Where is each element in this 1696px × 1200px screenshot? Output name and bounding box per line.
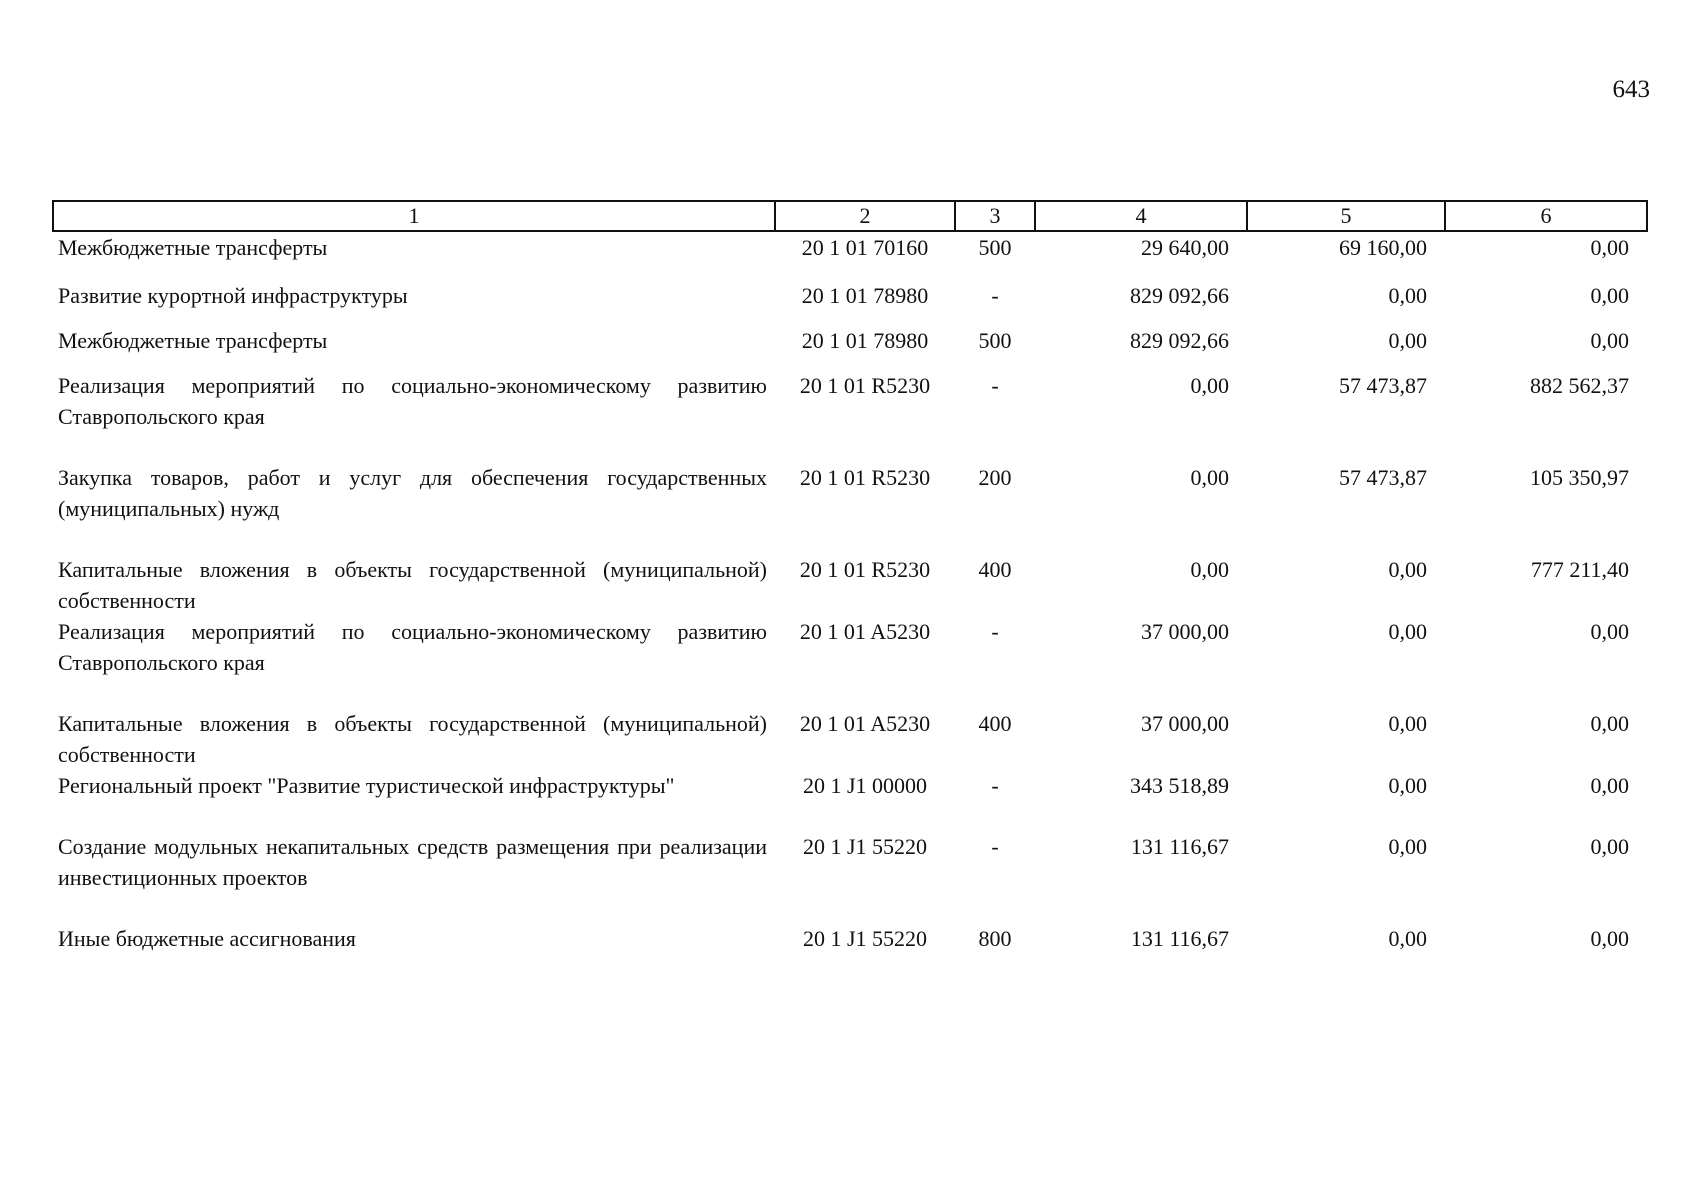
row-code: 20 1 J1 00000: [802, 773, 928, 798]
row-amount-col4: 0,00: [1190, 373, 1229, 398]
table-row: [53, 554, 1647, 616]
row-expense-type: 400: [978, 557, 1012, 582]
table-row: [53, 923, 1647, 954]
row-amount-col5: 0,00: [1388, 926, 1427, 951]
row-expense-type: -: [991, 283, 999, 308]
row-amount-col4: 829 092,66: [1130, 283, 1229, 308]
row-amount-col6: 0,00: [1590, 619, 1629, 644]
row-code: 20 1 01 R5230: [799, 557, 931, 582]
table-row: [53, 831, 1647, 923]
row-amount-col4: 131 116,67: [1130, 834, 1229, 859]
row-name: Реализация мероприятий по социально-экономическому развитию Ставропольского края: [58, 619, 767, 675]
row-expense-type: -: [991, 834, 999, 859]
table-row: [53, 462, 1647, 554]
row-amount-col6: 0,00: [1590, 773, 1629, 798]
row-name: Региональный проект "Развитие туристической инфраструктуры": [58, 773, 675, 798]
row-name: Создание модульных некапитальных средств размещения при реализации инвестиционных проектов: [58, 834, 767, 890]
header-cell-4: 4: [1035, 201, 1247, 231]
row-amount-col4: 29 640,00: [1141, 235, 1229, 260]
row-amount-col6: 0,00: [1590, 328, 1629, 353]
header-row: [53, 201, 1647, 231]
budget-table: [52, 200, 1648, 954]
row-amount-col6: 777 211,40: [1530, 557, 1629, 582]
row-amount-col5: 0,00: [1388, 557, 1427, 582]
row-code: 20 1 01 R5230: [799, 373, 931, 398]
header-cell-2: 2: [775, 201, 955, 231]
row-expense-type: -: [991, 619, 999, 644]
row-amount-col6: 0,00: [1590, 926, 1629, 951]
row-amount-col6: 0,00: [1590, 834, 1629, 859]
row-code: 20 1 J1 55220: [802, 834, 928, 859]
row-name: Межбюджетные трансферты: [58, 328, 328, 353]
row-name: Межбюджетные трансферты: [58, 235, 328, 260]
row-amount-col4: 37 000,00: [1141, 711, 1229, 736]
row-name: Иные бюджетные ассигнования: [58, 926, 356, 951]
row-name: Капитальные вложения в объекты государственной (муниципальной) собственности: [58, 557, 767, 613]
row-amount-col4: 0,00: [1190, 465, 1229, 490]
page-number: 643: [1612, 76, 1650, 103]
row-amount-col4: 343 518,89: [1130, 773, 1229, 798]
table-row: [53, 370, 1647, 462]
row-amount-col5: 0,00: [1388, 328, 1427, 353]
row-amount-col5: 57 473,87: [1339, 373, 1427, 398]
row-expense-type: 500: [978, 328, 1012, 353]
row-amount-col5: 0,00: [1388, 711, 1427, 736]
header-cell-6: 6: [1445, 201, 1647, 231]
row-expense-type: -: [991, 373, 999, 398]
row-amount-col5: 0,00: [1388, 619, 1427, 644]
table-row: [53, 708, 1647, 770]
row-amount-col5: 0,00: [1388, 834, 1427, 859]
row-name: Закупка товаров, работ и услуг для обеспечения государственных (муниципальных) нужд: [58, 465, 767, 521]
row-name: Развитие курортной инфраструктуры: [58, 283, 408, 308]
row-amount-col4: 0,00: [1190, 557, 1229, 582]
table-row: [53, 231, 1647, 280]
row-code: 20 1 01 70160: [801, 235, 929, 260]
table-row: [53, 325, 1647, 370]
row-name: Реализация мероприятий по социально-экономическому развитию Ставропольского края: [58, 373, 767, 429]
row-code: 20 1 J1 55220: [802, 926, 928, 951]
row-amount-col4: 37 000,00: [1141, 619, 1229, 644]
row-expense-type: 400: [978, 711, 1012, 736]
row-amount-col4: 829 092,66: [1130, 328, 1229, 353]
table-row: [53, 280, 1647, 325]
row-name: Капитальные вложения в объекты государственной (муниципальной) собственности: [58, 711, 767, 767]
row-amount-col6: 0,00: [1590, 711, 1629, 736]
row-expense-type: 800: [978, 926, 1012, 951]
row-amount-col6: 0,00: [1590, 235, 1629, 260]
row-code: 20 1 01 78980: [801, 328, 929, 353]
row-amount-col6: 105 350,97: [1530, 465, 1629, 490]
row-code: 20 1 01 A5230: [799, 711, 931, 736]
header-cell-3: 3: [955, 201, 1035, 231]
table-row: [53, 616, 1647, 708]
row-code: 20 1 01 78980: [801, 283, 929, 308]
table-row: [53, 770, 1647, 831]
row-code: 20 1 01 A5230: [799, 619, 931, 644]
row-amount-col6: 0,00: [1590, 283, 1629, 308]
row-amount-col6: 882 562,37: [1530, 373, 1629, 398]
row-expense-type: 200: [978, 465, 1012, 490]
header-cell-5: 5: [1247, 201, 1445, 231]
row-amount-col5: 69 160,00: [1339, 235, 1427, 260]
row-expense-type: -: [991, 773, 999, 798]
row-amount-col5: 0,00: [1388, 283, 1427, 308]
row-amount-col5: 0,00: [1388, 773, 1427, 798]
row-expense-type: 500: [978, 235, 1012, 260]
row-amount-col4: 131 116,67: [1130, 926, 1229, 951]
row-code: 20 1 01 R5230: [799, 465, 931, 490]
header-cell-1: 1: [53, 201, 775, 231]
row-amount-col5: 57 473,87: [1339, 465, 1427, 490]
